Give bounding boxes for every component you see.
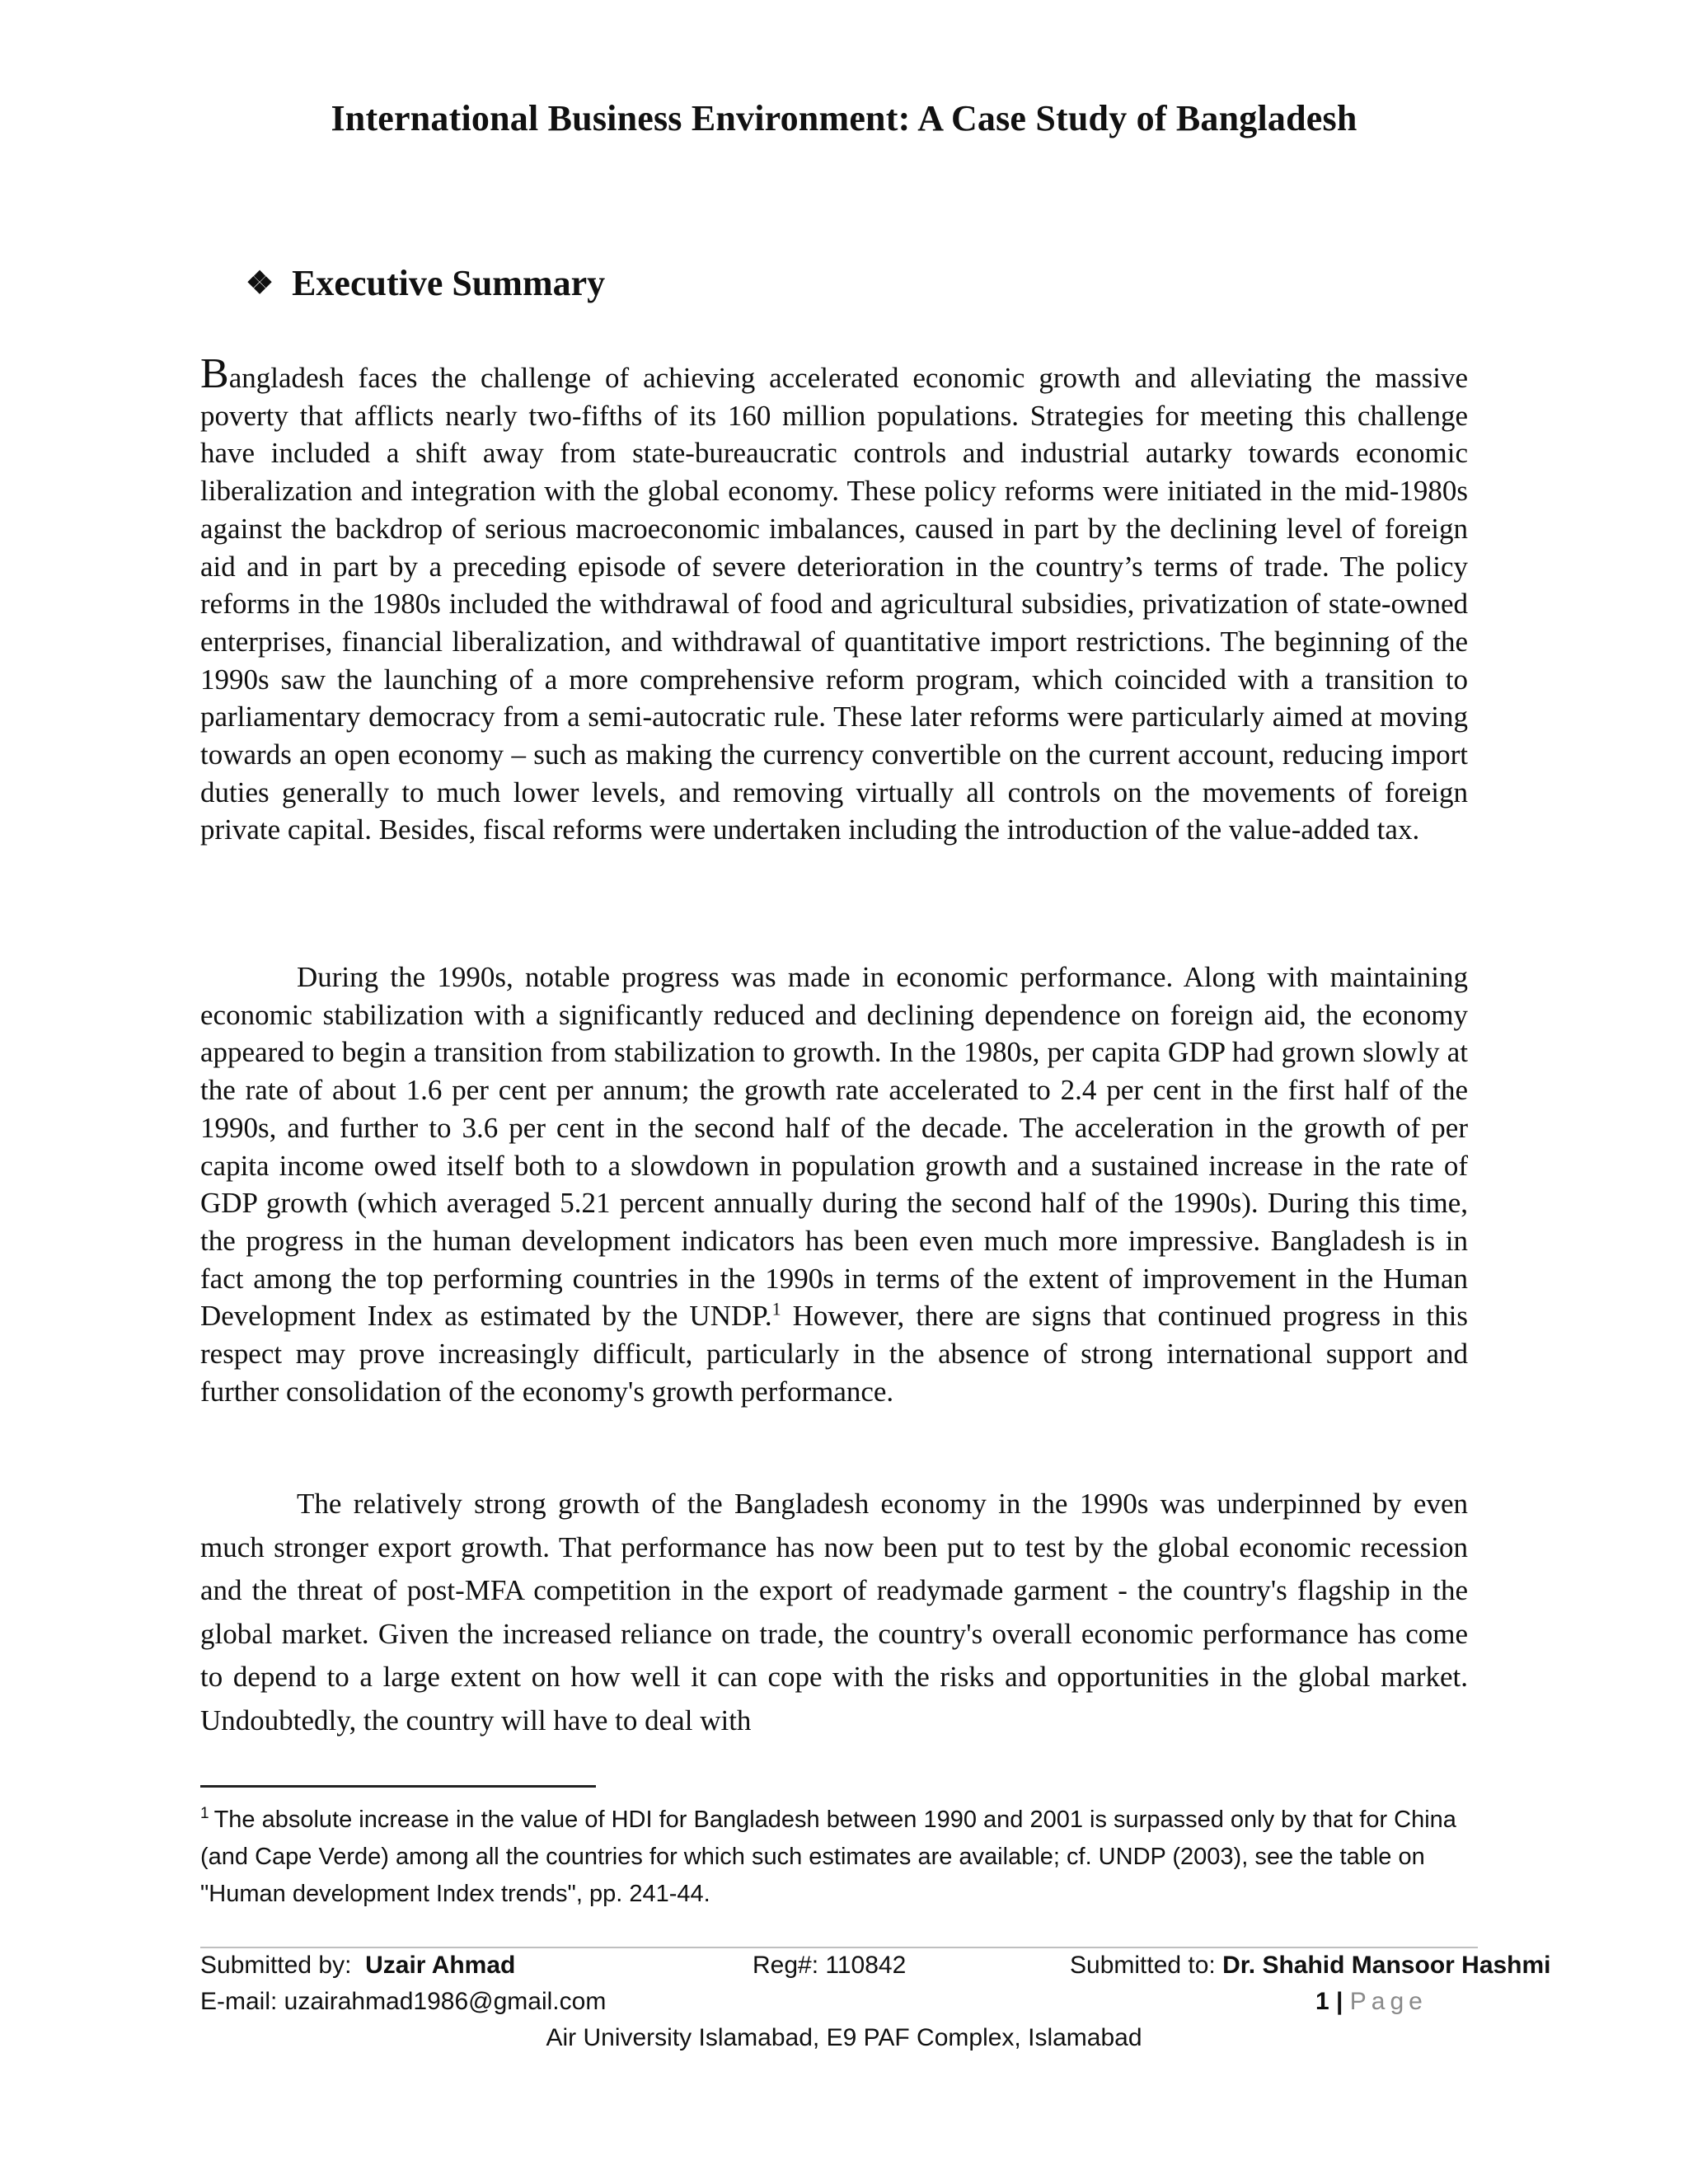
footer-submitted-to xyxy=(1070,1952,1551,1980)
submitted-by-name: Uzair Ahmad xyxy=(365,1952,516,1979)
paragraph-2 xyxy=(200,958,1468,1410)
diamond-four-icon: ❖ xyxy=(246,265,274,301)
paragraph-2-text-cont: However, there are signs that continued progress in this respect may prove increasingly difficult, particularly in the absence of strong international support and further consolidation of the economy's growth performance. xyxy=(200,1300,1468,1408)
footer-address: Air University Islamabad, E9 PAF Complex, Islamabad xyxy=(546,2024,1142,2051)
footnote-text: The absolute increase in the value of HDI for Bangladesh between 1990 and 2001 is surpassed only by that for China (and Cape Verde) among all the countries for which such estimates are available; cf. UNDP (2003), see the table on "Human development Index trends", pp. 241-44. xyxy=(200,1807,1456,1907)
footer-submitted-by xyxy=(200,1952,515,1980)
submitted-to-name: Dr. Shahid Mansoor Hashmi xyxy=(1222,1952,1551,1979)
section-heading-text: Executive Summary xyxy=(292,263,606,303)
footnote xyxy=(200,1802,1468,1913)
submitted-by-label: Submitted by: xyxy=(200,1952,352,1979)
footer-page-number xyxy=(1315,1988,1428,2016)
footnote-reference: 1 xyxy=(771,1298,781,1319)
submitted-to-label: Submitted to: xyxy=(1070,1952,1216,1979)
paragraph-1-initial: B xyxy=(200,350,229,397)
section-heading xyxy=(246,262,605,304)
paragraph-2-text: During the 1990s, notable progress was made in economic performance. Along with maintaining economic stabilization with a significantly reduced and declining dependence on foreign aid, the economy appeared to begin a transition from stabilization to growth. In the 1980s, per capita GDP had grown slowly at the rate of about 1.6 per cent per annum; the growth rate accelerated to 2.4 per cent in the first half of the 1990s, and further to 3.6 per cent in the second half of the decade. The acceleration in the growth of per capita income owed itself both to a slowdown in population growth and a sustained increase in the rate of GDP growth (which averaged 5.21 percent annually during the second half of the 1990s). During this time, the progress in the human development indicators has been even much more impressive. Bangladesh is in fact among the top performing countries in the 1990s in terms of the extent of improvement in the Human Development Index as estimated by the UNDP. xyxy=(200,961,1468,1333)
footer-reg-number: Reg#: 110842 xyxy=(753,1952,907,1979)
paragraph-1 xyxy=(200,350,1468,849)
paragraph-3: The relatively strong growth of the Bangladesh economy in the 1990s was underpinned by even much stronger export growth. That performance has now been put to test by the global economic recession and the threat of post-MFA competition in the export of readymade garment - the country's flagship in the global market. Given the increased reliance on trade, the country's overall economic performance has come to depend to a large extent on how well it can cope with the risks and opportunities in the global market. Undoubtedly, the country will have to deal with xyxy=(200,1488,1468,1736)
page-separator: | xyxy=(1336,1988,1343,2015)
footer-separator xyxy=(200,1947,1478,1948)
footer-email: E-mail: uzairahmad1986@gmail.com xyxy=(200,1988,607,2015)
page-number: 1 xyxy=(1315,1988,1329,2015)
document-title: International Business Environment: A Case Study of Bangladesh xyxy=(331,98,1357,138)
paragraph-1-text: angladesh faces the challenge of achieving accelerated economic growth and alleviating the massive poverty that afflicts nearly two-fifths of its 160 million populations. Strategies for meeting this challenge have included a shift away from state-bureaucratic controls and industrial autarky towards economic liberalization and integration with the global economy. These policy reforms were initiated in the mid-1980s against the backdrop of serious macroeconomic imbalances, caused in part by the declining level of foreign aid and in part by a preceding episode of severe deterioration in the country’s terms of trade. The policy reforms in the 1980s included the withdrawal of food and agricultural subsidies, privatization of state-owned enterprises, financial liberalization, and withdrawal of quantitative import restrictions. The beginning of the 1990s saw the launching of a more comprehensive reform program, which coincided with a transition to parliamentary democracy from a semi-autocratic rule. These later reforms were particularly aimed at moving towards an open economy – such as making the currency convertible on the current account, reducing import duties generally to much lower levels, and removing virtually all controls on the movements of foreign private capital. Besides, fiscal reforms were undertaken including the introduction of the value-added tax. xyxy=(200,362,1468,846)
footnote-separator xyxy=(200,1785,596,1788)
footnote-marker: 1 xyxy=(200,1805,209,1823)
page-label: Page xyxy=(1349,1988,1428,2015)
